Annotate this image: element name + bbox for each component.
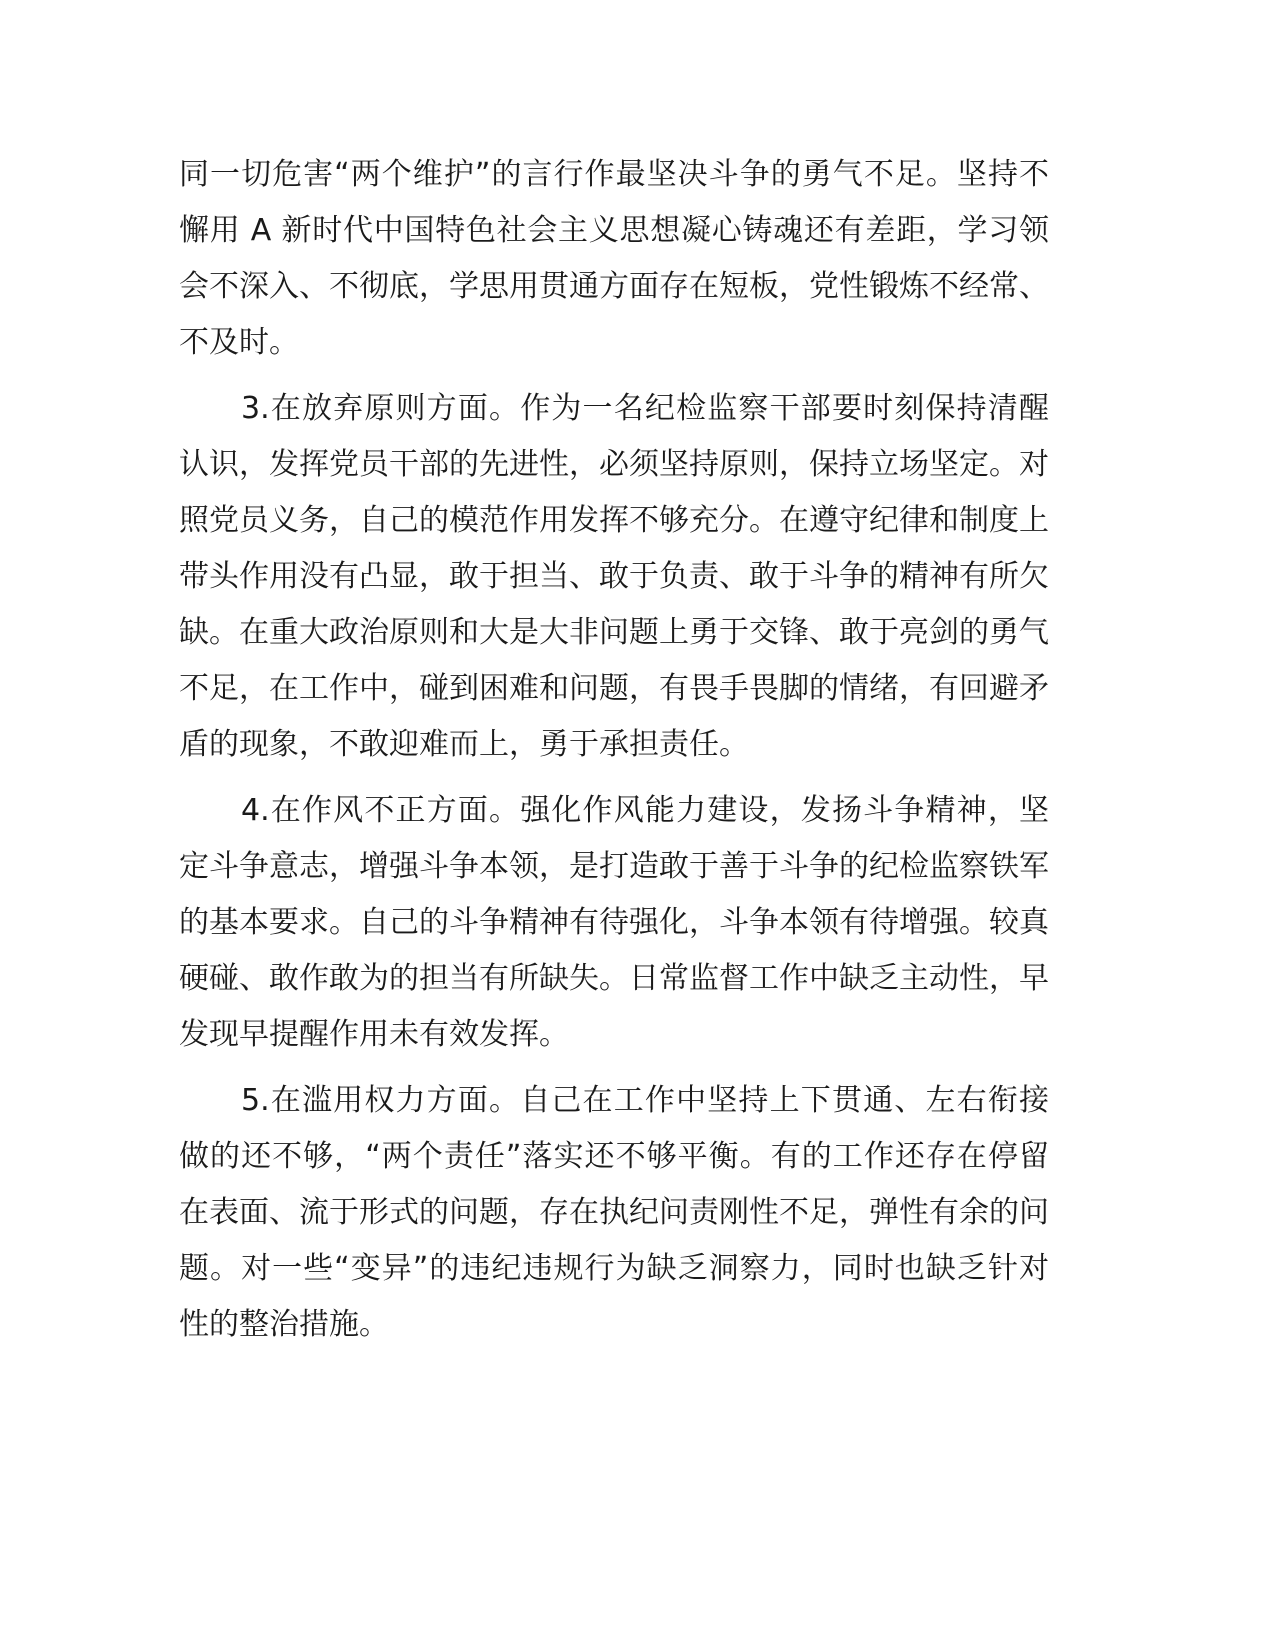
- paragraph-item-3: 3.在放弃原则方面。作为一名纪检监察干部要时刻保持清醒认识，发挥党员干部的先进性，必须坚持原则，保持立场坚定。对照党员义务，自己的模范作用发挥不够充分。在遵守纪律和制度上带头作用没有凸显，敢于担当、敢于负责、敢于斗争的精神有所欠缺。在重大政治原则和大是大非问题上勇于交锋、敢于亮剑的勇气不足，在工作中，碰到困难和问题，有畏手畏脚的情绪，有回避矛盾的现象，不敢迎难而上，勇于承担责任。: [179, 391, 1049, 762]
- paragraph-continuation: 同一切危害“两个维护”的言行作最坚决斗争的勇气不足。坚持不懈用 A 新时代中国特色社会主义思想凝心铸魂还有差距，学习领会不深入、不彻底，学思用贯通方面存在短板，党性锻炼不经常、不及时。: [179, 157, 1049, 360]
- paragraph-item-4: 4.在作风不正方面。强化作风能力建设，发扬斗争精神，坚定斗争意志，增强斗争本领，是打造敢于善于斗争的纪检监察铁军的基本要求。自己的斗争精神有待强化，斗争本领有待增强。较真硬碰、敢作敢为的担当有所缺失。日常监督工作中缺乏主动性，早发现早提醒作用未有效发挥。: [179, 793, 1049, 1052]
- paragraph-item-5: 5.在滥用权力方面。自己在工作中坚持上下贯通、左右衔接做的还不够，“两个责任”落实还不够平衡。有的工作还存在停留在表面、流于形式的问题，存在执纪问责刚性不足，弹性有余的问题。对一些“变异”的违纪违规行为缺乏洞察力，同时也缺乏针对性的整治措施。: [179, 1083, 1049, 1342]
- document-page: [179, 147, 1049, 1363]
